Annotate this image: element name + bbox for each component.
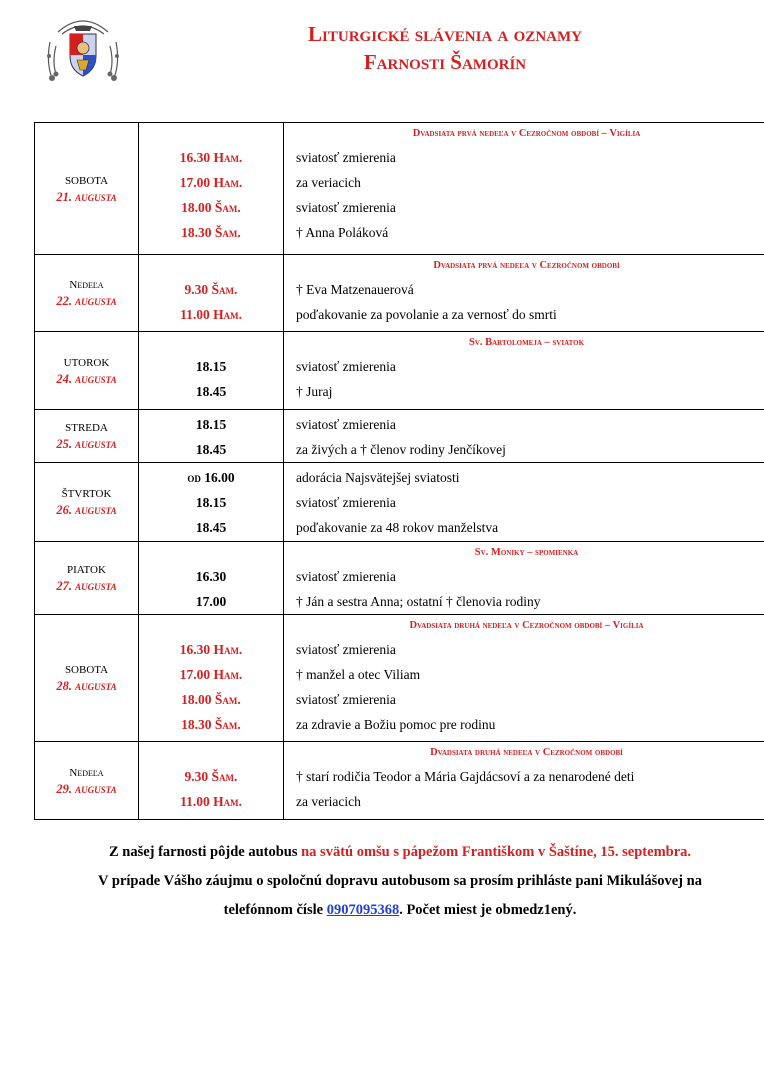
entries-cell	[139, 742, 764, 820]
day-cell	[35, 542, 139, 615]
day-cell	[35, 332, 139, 410]
feast-title: Sv. Moniky – spomienka	[474, 547, 579, 558]
notice-line-1	[60, 838, 740, 867]
mass-time: 18.15	[195, 417, 227, 432]
day-name: STREDA	[65, 422, 108, 434]
title-line-2: Farnosti Šamorín	[363, 50, 527, 74]
mass-intention: † Eva Matzenauerová	[296, 282, 414, 297]
mass-time: 17.00	[195, 594, 227, 609]
mass-time: 9.30 Šam.	[184, 282, 238, 297]
day-cell	[35, 742, 139, 820]
notice-text: . Počet miest je obmedz1ený.	[399, 902, 577, 918]
mass-intention: sviatosť zmierenia	[296, 569, 396, 584]
entries-cell	[139, 615, 764, 742]
feast-title: Dvadsiata prvá nedeľa v Cezročnom období	[433, 260, 620, 271]
time-column	[139, 463, 284, 541]
day-cell	[35, 123, 139, 255]
mass-time: 18.45	[195, 520, 227, 535]
bus-notice	[60, 838, 740, 925]
mass-time: 16.30	[195, 569, 227, 584]
day-row	[35, 615, 764, 742]
day-row	[35, 332, 764, 410]
mass-time: 18.30 Šam.	[181, 717, 241, 732]
day-row	[35, 542, 764, 615]
notice-text: telefónnom čísle	[223, 902, 327, 918]
day-name: ŠTVRTOK	[61, 488, 112, 500]
day-date: 22. augusta	[56, 294, 117, 308]
mass-time: 18.45	[195, 384, 227, 399]
mass-time: 17.00 Ham.	[179, 667, 243, 682]
intention-column	[284, 463, 764, 541]
phone-link[interactable]: 0907095368	[326, 902, 400, 918]
day-date: 28. augusta	[56, 679, 117, 693]
mass-intention: za živých a † členov rodiny Jenčíkovej	[296, 442, 506, 457]
time-column	[139, 123, 284, 254]
mass-intention: sviatosť zmierenia	[296, 692, 396, 707]
day-date: 26. augusta	[56, 503, 117, 517]
mass-time: 18.00 Šam.	[181, 692, 241, 707]
mass-intention: sviatosť zmierenia	[296, 495, 396, 510]
parish-crest-logo	[44, 12, 122, 84]
day-date: 29. augusta	[56, 781, 117, 796]
mass-intention: sviatosť zmierenia	[296, 417, 396, 432]
mass-time: 9.30 Šam.	[184, 769, 238, 784]
entries-cell	[139, 542, 764, 615]
intention-column	[284, 410, 764, 462]
time-column	[139, 255, 284, 331]
day-name: PIATOK	[67, 564, 106, 576]
day-cell	[35, 255, 139, 332]
day-row	[35, 410, 764, 463]
liturgy-schedule-table	[34, 122, 764, 820]
day-cell	[35, 410, 139, 463]
day-date: 21. augusta	[56, 189, 117, 204]
day-date: 24. augusta	[56, 371, 117, 386]
feast-title: Sv. Bartolomeja – sviatok	[468, 337, 585, 348]
day-cell	[35, 463, 139, 542]
day-row	[35, 463, 764, 542]
time-column	[139, 410, 284, 462]
mass-time: 11.00 Ham.	[180, 794, 242, 809]
day-row	[35, 255, 764, 332]
day-name: SOBOTA	[64, 664, 109, 676]
mass-time: 17.00 Ham.	[179, 175, 243, 190]
mass-time: 18.45	[195, 442, 227, 457]
feast-title: Dvadsiata druhá nedeľa v Cezročnom období	[430, 747, 623, 758]
day-name: Nedeľa	[69, 279, 104, 291]
entries-cell	[139, 123, 764, 255]
notice-line-2: V prípade Vášho záujmu o spoločnú dopravu autobusom sa prosím prihláste pani Mikulášovej na	[98, 873, 702, 889]
mass-intention: adorácia Najsvätejšej sviatosti	[296, 470, 460, 485]
mass-time: 18.15	[195, 495, 227, 510]
entries-cell	[139, 332, 764, 410]
mass-intention: sviatosť zmierenia	[296, 359, 396, 374]
time-column	[139, 615, 284, 741]
day-cell	[35, 615, 139, 742]
mass-intention: za veriacich	[296, 794, 361, 809]
mass-intention: poďakovanie za povolanie a za vernosť do smrti	[296, 307, 557, 322]
page-title	[150, 20, 740, 76]
mass-intention: poďakovanie za 48 rokov manželstva	[296, 520, 499, 535]
mass-intention: sviatosť zmierenia	[296, 642, 396, 657]
time-column	[139, 332, 284, 409]
day-row	[35, 123, 764, 255]
feast-title: Dvadsiata druhá nedeľa v Cezročnom období – Vigília	[409, 620, 644, 631]
day-row	[35, 742, 764, 820]
day-date: 27. augusta	[56, 579, 117, 593]
mass-intention: za veriacich	[296, 175, 361, 190]
mass-time: 11.00 Ham.	[180, 307, 242, 322]
mass-intention: † starí rodičia Teodor a Mária Gajdácsoví a za nenarodené deti	[296, 769, 635, 784]
mass-intention: † Anna Poláková	[296, 225, 389, 240]
entries-cell	[139, 410, 764, 463]
mass-intention: sviatosť zmierenia	[296, 150, 396, 165]
day-date: 25. augusta	[56, 437, 117, 451]
mass-intention: † Ján a sestra Anna; ostatní † členovia rodiny	[296, 594, 541, 609]
mass-time: 18.15	[195, 359, 227, 374]
mass-time: 16.30 Ham.	[179, 150, 243, 165]
mass-intention: sviatosť zmierenia	[296, 200, 396, 215]
time-column	[139, 542, 284, 614]
notice-text: Z našej farnosti pôjde autobus	[108, 844, 302, 860]
time-column	[139, 742, 284, 819]
feast-title: Dvadsiata prvá nedeľa v Cezročnom období – Vigília	[412, 128, 641, 139]
entries-cell	[139, 255, 764, 332]
notice-highlight: na svätú omšu s pápežom Františkom v Šaštíne, 15. septembra.	[301, 844, 692, 860]
day-name: UTOROK	[63, 356, 110, 369]
mass-time: 18.30 Šam.	[181, 225, 241, 240]
entries-cell	[139, 463, 764, 542]
mass-intention: † Juraj	[296, 384, 333, 399]
title-line-1: Liturgické slávenia a oznamy	[308, 22, 582, 46]
mass-time: 18.00 Šam.	[181, 200, 241, 215]
mass-intention: za zdravie a Božiu pomoc pre rodinu	[296, 717, 496, 732]
mass-intention: † manžel a otec Viliam	[296, 667, 421, 682]
notice-line-3	[60, 896, 740, 925]
mass-time: 16.30 Ham.	[179, 642, 243, 657]
day-name: Nedeľa	[69, 766, 104, 779]
day-name: SOBOTA	[64, 174, 109, 187]
mass-time: od 16.00	[187, 470, 235, 485]
